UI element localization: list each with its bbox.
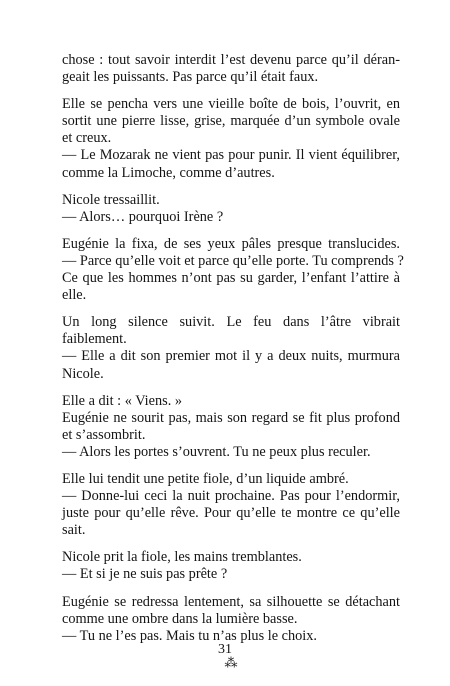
text-line: — Alors… pourquoi Irène ? (62, 208, 224, 225)
text-line: juste pour qu’elle rêve. Pour qu’elle te montre ce qu’elle (62, 505, 400, 522)
text-line: chose : tout savoir interdit l’est devenu parce qu’il déran- (62, 52, 400, 68)
text-line: Eugénie se redressa lentement, sa silhouette se détachant (62, 593, 400, 610)
paragraph (62, 594, 400, 645)
text-line: — Parce qu’elle voit et parce qu’elle porte. Tu comprends ? (62, 252, 404, 269)
text-line: — Alors les portes s’ouvrent. Tu ne peux plus reculer. (62, 443, 371, 460)
paragraph (62, 471, 400, 539)
text-line: Elle lui tendit une petite fiole, d’un liquide ambré. (62, 470, 349, 487)
section-break-ornament: ⁂ (224, 654, 238, 670)
text-line: Nicole. (62, 365, 104, 382)
text-line: Eugénie la fixa, de ses yeux pâles presque translucides. (62, 235, 400, 252)
text-line: Un long silence suivit. Le feu dans l’âtre vibrait (62, 314, 400, 331)
text-line: Ce que les hommes n’ont pas su garder, l’enfant l’attire à (62, 270, 400, 287)
text-line: Eugénie ne sourit pas, mais son regard se fit plus profond (62, 409, 400, 426)
text-line: comme une ombre dans la lumière basse. (62, 610, 298, 627)
text-line: faiblement. (62, 331, 127, 348)
paragraph (62, 235, 404, 304)
text-line: geait les puissants. Pas parce qu’il était faux. (62, 69, 319, 86)
paragraph (62, 393, 400, 461)
paragraph (62, 314, 400, 382)
text-line: elle. (62, 287, 87, 304)
paragraph (62, 96, 400, 181)
text-line: sortit une pierre lisse, grise, marquée d’un symbole ovale (62, 113, 400, 130)
text-line: comme la Limoche, comme d’autres. (62, 164, 275, 181)
text-line: Elle a dit : « Viens. » (62, 392, 182, 409)
text-line: Nicole tressaillit. (62, 191, 160, 208)
text-line: sait. (62, 522, 86, 539)
text-line: — Tu ne l’es pas. Mais tu n’as plus le choix. (62, 627, 317, 644)
text-line: — Donne-lui ceci la nuit prochaine. Pas pour l’endormir, (62, 488, 400, 505)
text-line: — Le Mozarak ne vient pas pour punir. Il vient équilibrer, (62, 147, 400, 164)
text-line: — Et si je ne suis pas prête ? (62, 566, 228, 583)
text-line: et s’assombrit. (62, 426, 146, 443)
paragraph (62, 52, 400, 86)
text-line: Nicole prit la fiole, les mains tremblantes. (62, 549, 302, 566)
text-line: et creux. (62, 130, 112, 147)
page-number: 31 (218, 642, 232, 657)
page-body (62, 52, 404, 671)
paragraph (62, 192, 400, 226)
text-line: — Elle a dit son premier mot il y a deux nuits, murmura (62, 348, 400, 365)
paragraph (62, 549, 400, 583)
text-line: Elle se pencha vers une vieille boîte de bois, l’ouvrit, en (62, 96, 400, 113)
